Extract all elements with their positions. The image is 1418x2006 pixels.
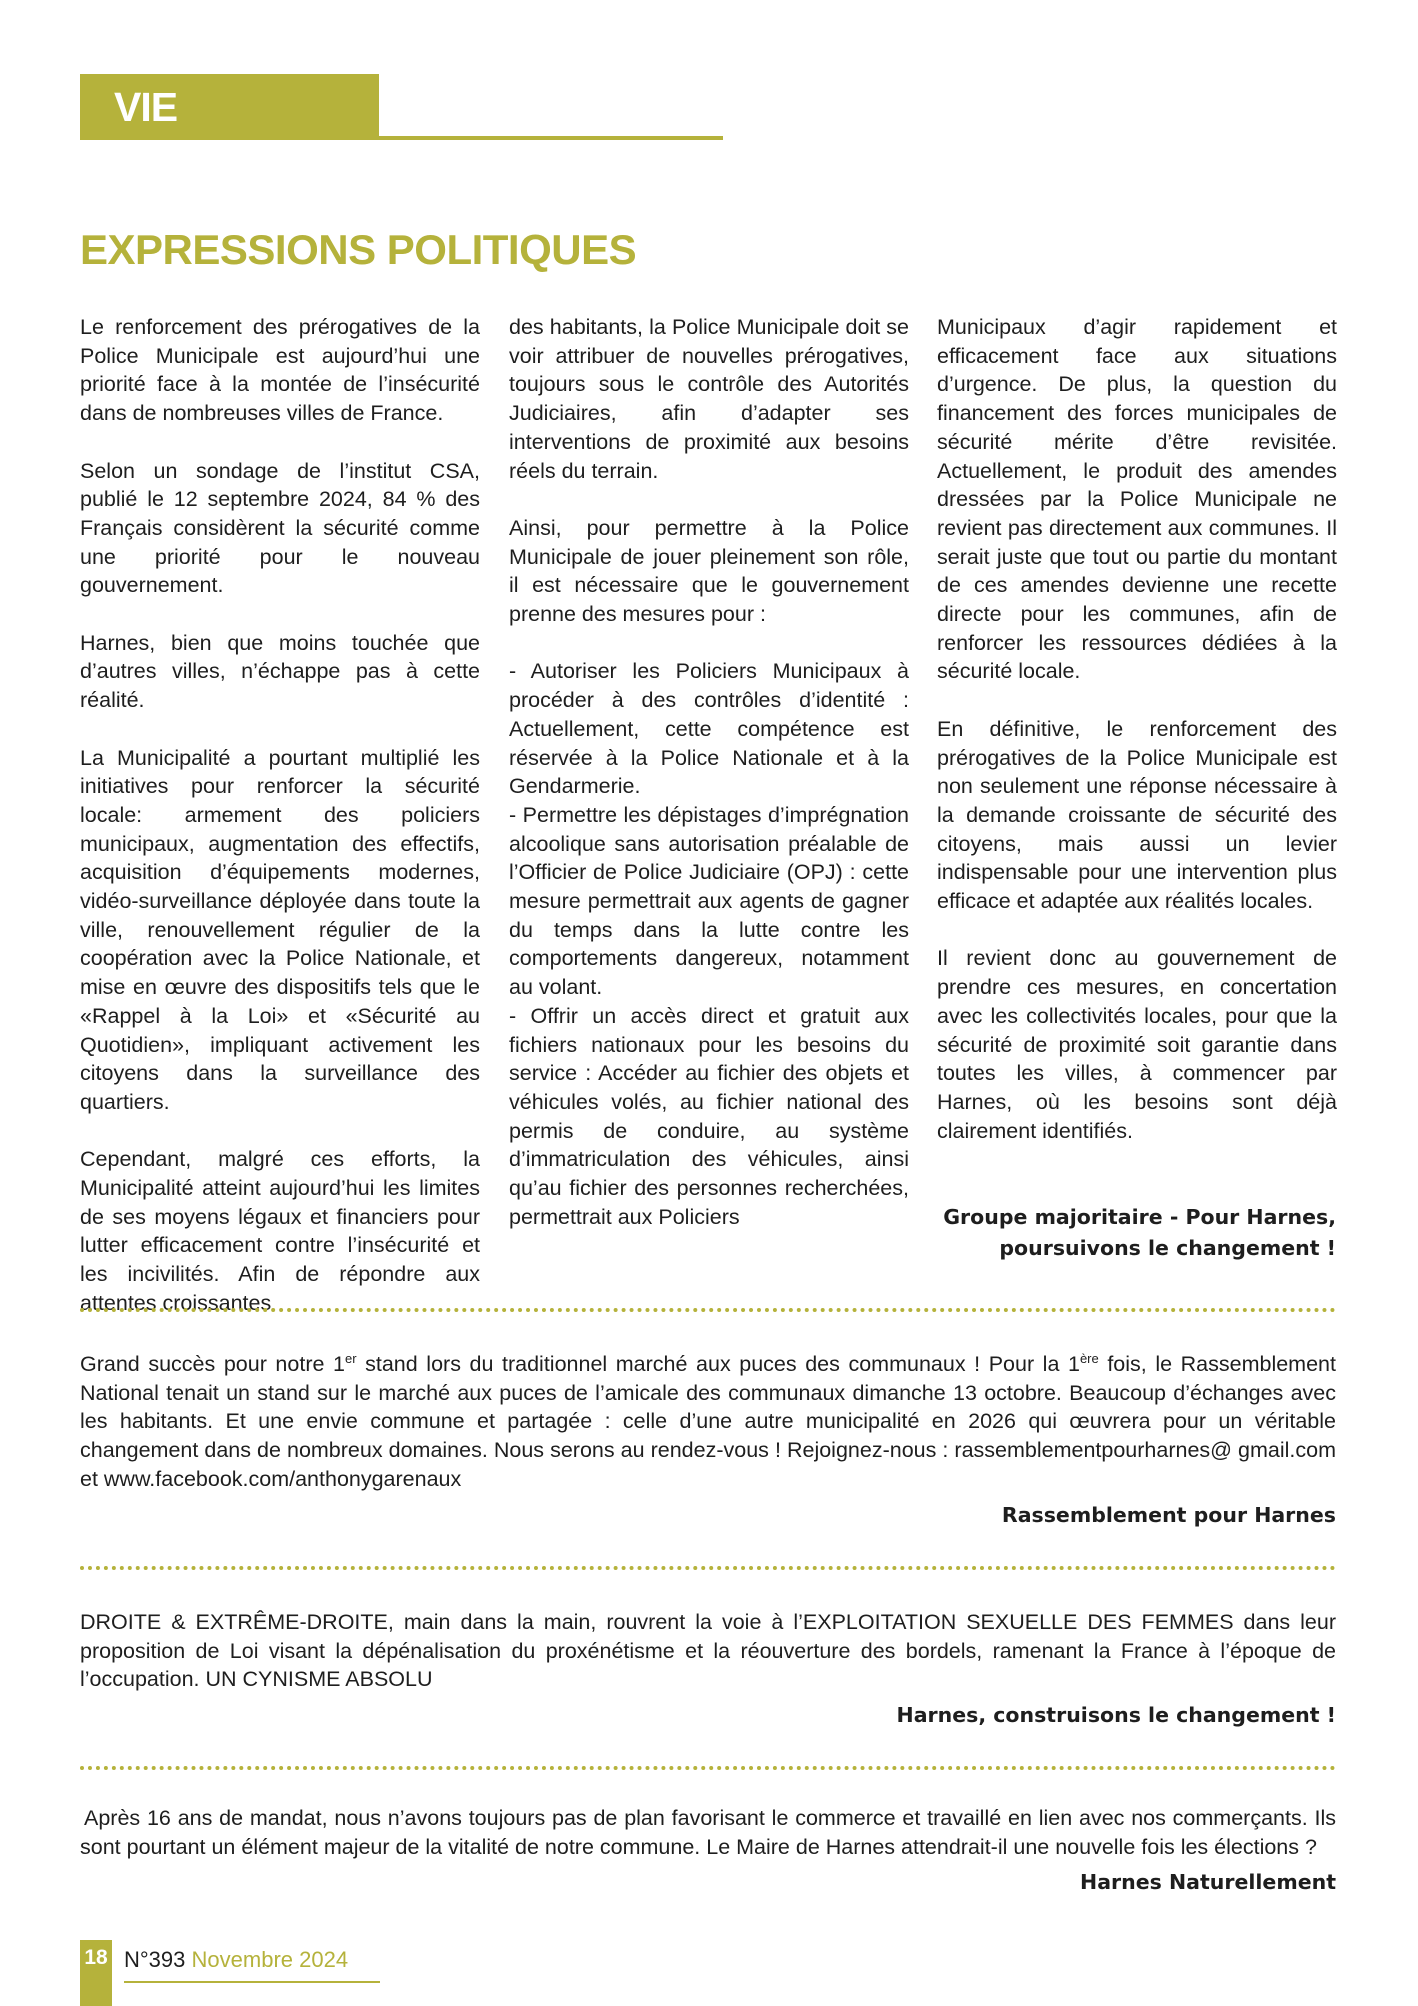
- paragraph: Cependant, malgré ces efforts, la Municipalité atteint aujourd’hui les limites de ses moyens légaux et financiers pour lutter efficacement contre l’insécurité et les incivilités. Afin de répondre aux attentes croissantes: [80, 1147, 480, 1315]
- issue-label: [124, 1947, 348, 1973]
- paragraph: En définitive, le renforcement des prérogatives de la Police Municipale est non seulement une réponse nécessaire à la demande croissante de sécurité des citoyens, mais aussi un levier indispensable pour une intervention plus efficace et adaptée aux réalités locales.: [937, 716, 1337, 914]
- section-label: VIE MUNICIPALE: [80, 74, 379, 140]
- hn-block: [80, 1804, 1336, 1898]
- issue-month: Novembre 2024: [191, 1947, 349, 1972]
- majority-column-3: [937, 313, 1337, 1174]
- paragraph: Municipaux d’agir rapidement et efficacement face aux situations d’urgence. De plus, la question du financement des forces municipales de sécurité mérite d’être revisitée. Actuellement, le produit des amendes dressées par la Police Municipale ne revient pas directement aux communes. Il serait juste que tout ou partie du montant de ces amendes devienne une recette directe pour les communes, afin de renforcer les ressources dédiées à la sécurité locale.: [937, 315, 1337, 684]
- hcc-signature: Harnes, construisons le changement !: [896, 1703, 1336, 1728]
- section-header: [80, 74, 723, 196]
- rn-signature: Rassemblement pour Harnes: [1001, 1502, 1336, 1527]
- paragraph: Selon un sondage de l’institut CSA, publié le 12 septembre 2024, 84 % des Français considèrent la sécurité comme une priorité pour le nouveau gouvernement.: [80, 458, 480, 598]
- paragraph: - Permettre les dépistages d’imprégnation alcoolique sans autorisation préalable de l’Officier de Police Judiciaire (OPJ) : cette mesure permettrait aux agents de gagner du temps dans la lutte contre les comportements dangereux, notamment au volant.: [509, 802, 909, 1000]
- paragraph: La Municipalité a pourtant multiplié les initiatives pour renforcer la sécurité locale: armement des policiers municipaux, augmentation des effectifs, acquisition d’équipements modernes, vidéo-surveillance déployée dans toute la ville, renouvellement régulier de la coopération avec la Police Nationale, et mise en œuvre des dispositifs tels que le «Rappel à la Loi» et «Sécurité au Quotidien», impliquant activement les citoyens dans la surveillance des quartiers.: [80, 745, 480, 1114]
- paragraph: Ainsi, pour permettre à la Police Municipale de jouer pleinement son rôle, il est nécessaire que le gouvernement prenne des mesures pour :: [509, 515, 909, 627]
- majority-column-1: [80, 313, 480, 1346]
- rn-block: [80, 1350, 1336, 1531]
- footer-rule: [124, 1981, 380, 1983]
- paragraph: Le renforcement des prérogatives de la Police Municipale est aujourd’hui une priorité face à la montée de l’insécurité dans de nombreuses villes de France.: [80, 315, 480, 426]
- majority-signature: [880, 1202, 1336, 1264]
- page-title: EXPRESSIONS POLITIQUES: [80, 226, 637, 273]
- paragraph: - Autoriser les Policiers Municipaux à procéder à des contrôles d’identité : Actuellement, cette compétence est réservée à la Police Nationale et à la Gendarmerie.: [509, 659, 909, 799]
- section-rule: [379, 136, 723, 140]
- paragraph: Il revient donc au gouvernement de prendre ces mesures, en concertation avec les collectivités locales, pour que la sécurité de proximité soit garantie dans toutes les villes, à commencer par Harnes, où les besoins sont déjà clairement identifiés.: [937, 946, 1337, 1143]
- paragraph: - Offrir un accès direct et gratuit aux fichiers nationaux pour les besoins du service : Accéder au fichier des objets et véhicules volés, au fichier national des permis de conduire, au système d’immatriculation des véhicules, ainsi qu’au fichier des personnes recherchées, permettrait aux Policiers: [509, 1003, 909, 1229]
- dotted-divider: [80, 1308, 1336, 1312]
- signature-line: poursuivons le changement !: [999, 1236, 1336, 1260]
- page-footer: [80, 1940, 380, 2006]
- hn-text: Après 16 ans de mandat, nous n’avons toujours pas de plan favorisant le commerce et travaillé en lien avec nos commerçants. Ils sont pourtant un élément majeur de la vitalité de notre commune. Le Maire de Harnes attendrait-il une nouvelle fois les élections ?: [80, 1806, 1336, 1859]
- hn-signature: Harnes Naturellement: [1080, 1870, 1336, 1895]
- issue-number: N°393: [124, 1947, 186, 1972]
- page-number: 18: [80, 1940, 112, 2006]
- paragraph: Harnes, bien que moins touchée que d’autres villes, n’échappe pas à cette réalité.: [80, 630, 480, 713]
- dotted-divider: [80, 1766, 1336, 1770]
- rn-text: Grand succès pour notre 1er stand lors du traditionnel marché aux puces des communaux ! Pour la 1ère fois, le Rassemblement National tenait un stand sur le marché aux puces de l’amicale des communaux dimanche 13 octobre. Beaucoup d’échanges avec les habitants. Et une envie commune et partagée : celle d’une autre municipalité en 2026 qui œuvrera pour un véritable changement dans de nombreux domaines. Nous serons au rendez-vous ! Rejoignez-nous : rassemblementpourharnes@ gmail.com et www.facebook.com/anthonygarenaux: [80, 1350, 1336, 1491]
- majority-column-2: [509, 313, 909, 1231]
- dotted-divider: [80, 1566, 1336, 1570]
- hcc-text: DROITE & EXTRÊME-DROITE, main dans la main, rouvrent la voie à l’EXPLOITATION SEXUELLE DES FEMMES dans leur proposition de Loi visant la dépénalisation du proxénétisme et la réouverture des bordels, ramenant la France à l’époque de l’occupation. UN CYNISME ABSOLU: [80, 1610, 1336, 1692]
- signature-line: Groupe majoritaire - Pour Harnes,: [943, 1205, 1336, 1229]
- hcc-block: [80, 1608, 1336, 1731]
- paragraph: des habitants, la Police Municipale doit se voir attribuer de nouvelles prérogatives, toujours sous le contrôle des Autorités Judiciaires, afin d’adapter ses interventions de proximité aux besoins réels du terrain.: [509, 315, 909, 483]
